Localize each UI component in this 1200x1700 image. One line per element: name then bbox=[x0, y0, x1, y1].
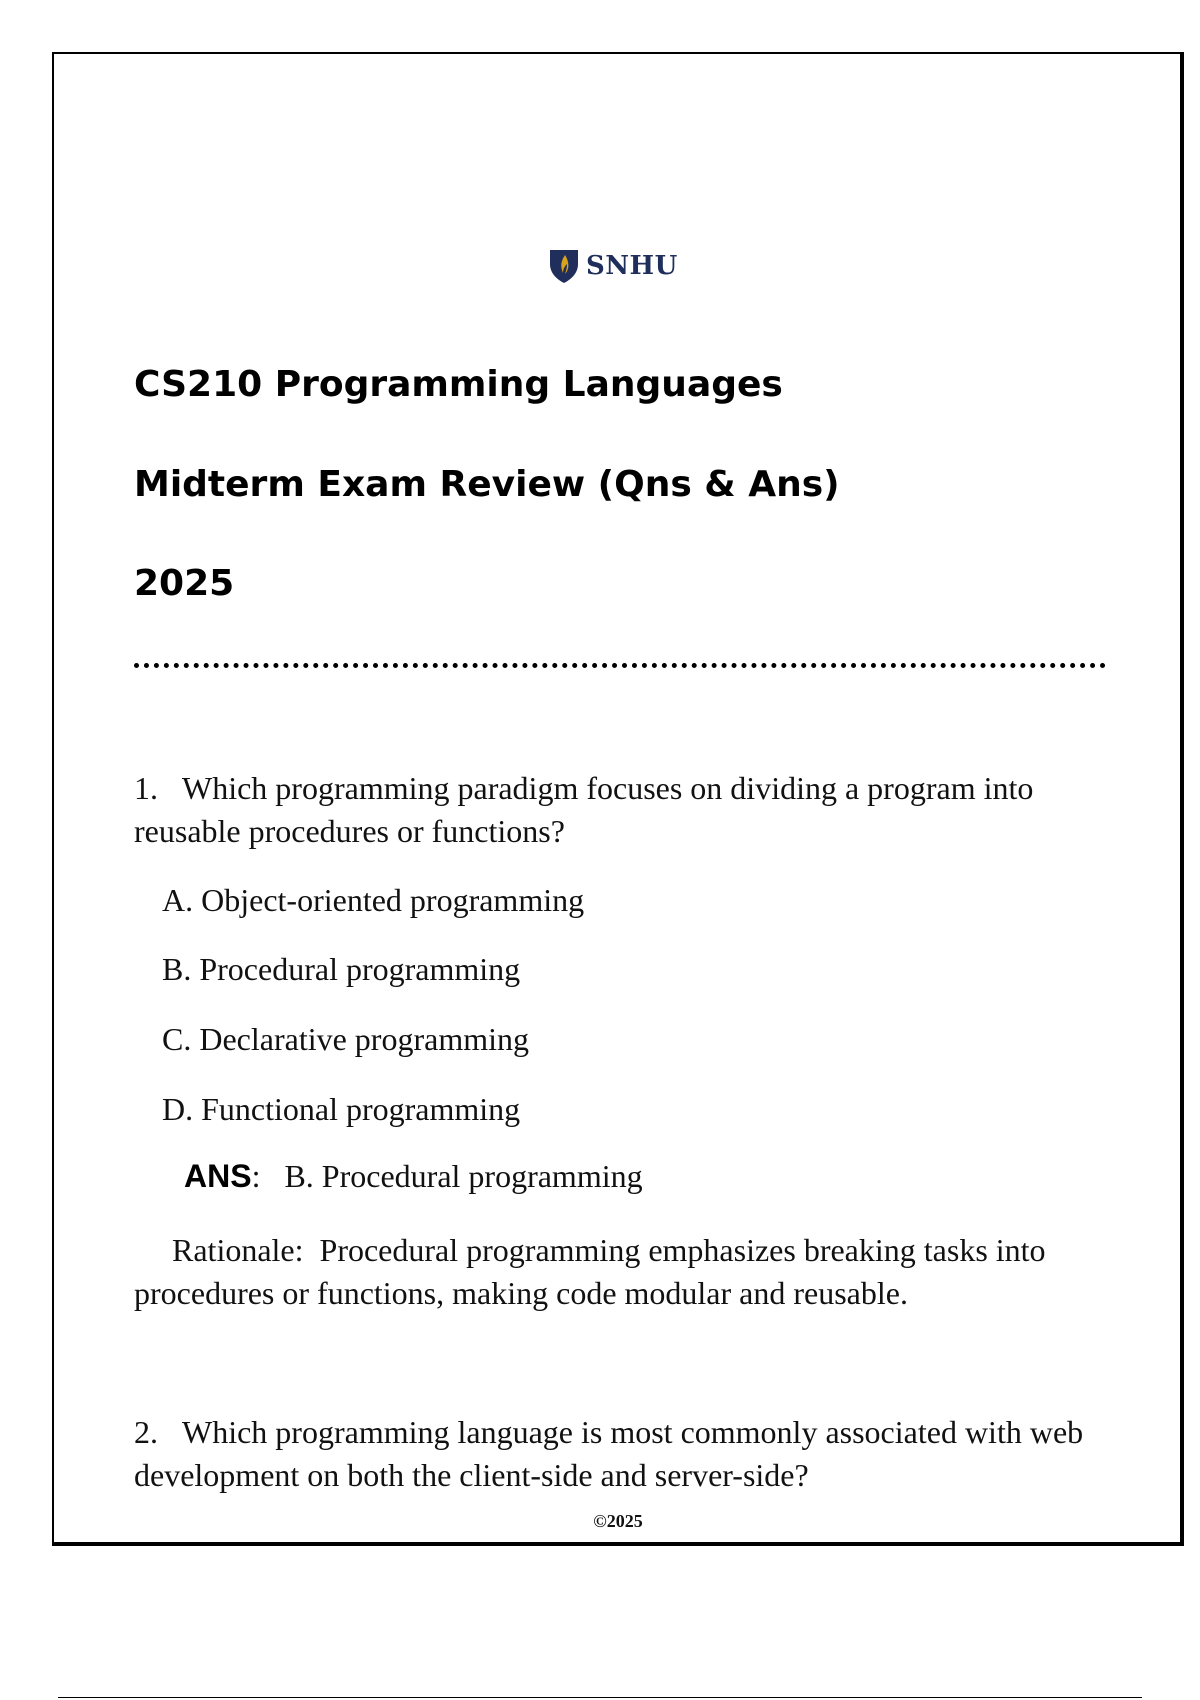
section-divider bbox=[134, 663, 1106, 668]
answer-value: B. Procedural programming bbox=[284, 1158, 643, 1194]
option-b: B. Procedural programming bbox=[162, 951, 521, 987]
option-c: C. Declarative programming bbox=[162, 1021, 529, 1057]
document-subtitle: Midterm Exam Review (Qns & Ans) bbox=[134, 464, 840, 505]
question-number: 1. bbox=[134, 770, 158, 806]
option-a: A. Object-oriented programming bbox=[162, 882, 585, 918]
document-title: CS210 Programming Languages bbox=[134, 364, 783, 405]
question-text: Which programming paradigm focuses on dividing a program into reusable procedures or functions? bbox=[134, 770, 1034, 849]
rationale-text: Procedural programming emphasizes breaking tasks into procedures or functions, making code modular and reusable. bbox=[134, 1232, 1046, 1311]
next-page-rule bbox=[58, 1697, 1142, 1698]
question-number: 2. bbox=[134, 1414, 158, 1450]
option-d: D. Functional programming bbox=[162, 1091, 521, 1127]
question-2 bbox=[134, 1411, 1114, 1497]
question-text: Which programming language is most commonly associated with web development on both the client-side and server-side? bbox=[134, 1414, 1084, 1493]
question-1 bbox=[134, 767, 1114, 853]
snhu-logo bbox=[548, 248, 678, 284]
copyright-footer: ©2025 bbox=[593, 1511, 643, 1531]
logo-text: SNHU bbox=[586, 251, 678, 281]
rationale-label: Rationale: bbox=[172, 1232, 304, 1268]
answer-line: ANS: B. Procedural programming bbox=[184, 1158, 643, 1194]
rationale bbox=[134, 1229, 1114, 1315]
document-year: 2025 bbox=[134, 563, 235, 604]
answer-label: ANS bbox=[184, 1158, 252, 1194]
shield-icon bbox=[548, 248, 580, 284]
